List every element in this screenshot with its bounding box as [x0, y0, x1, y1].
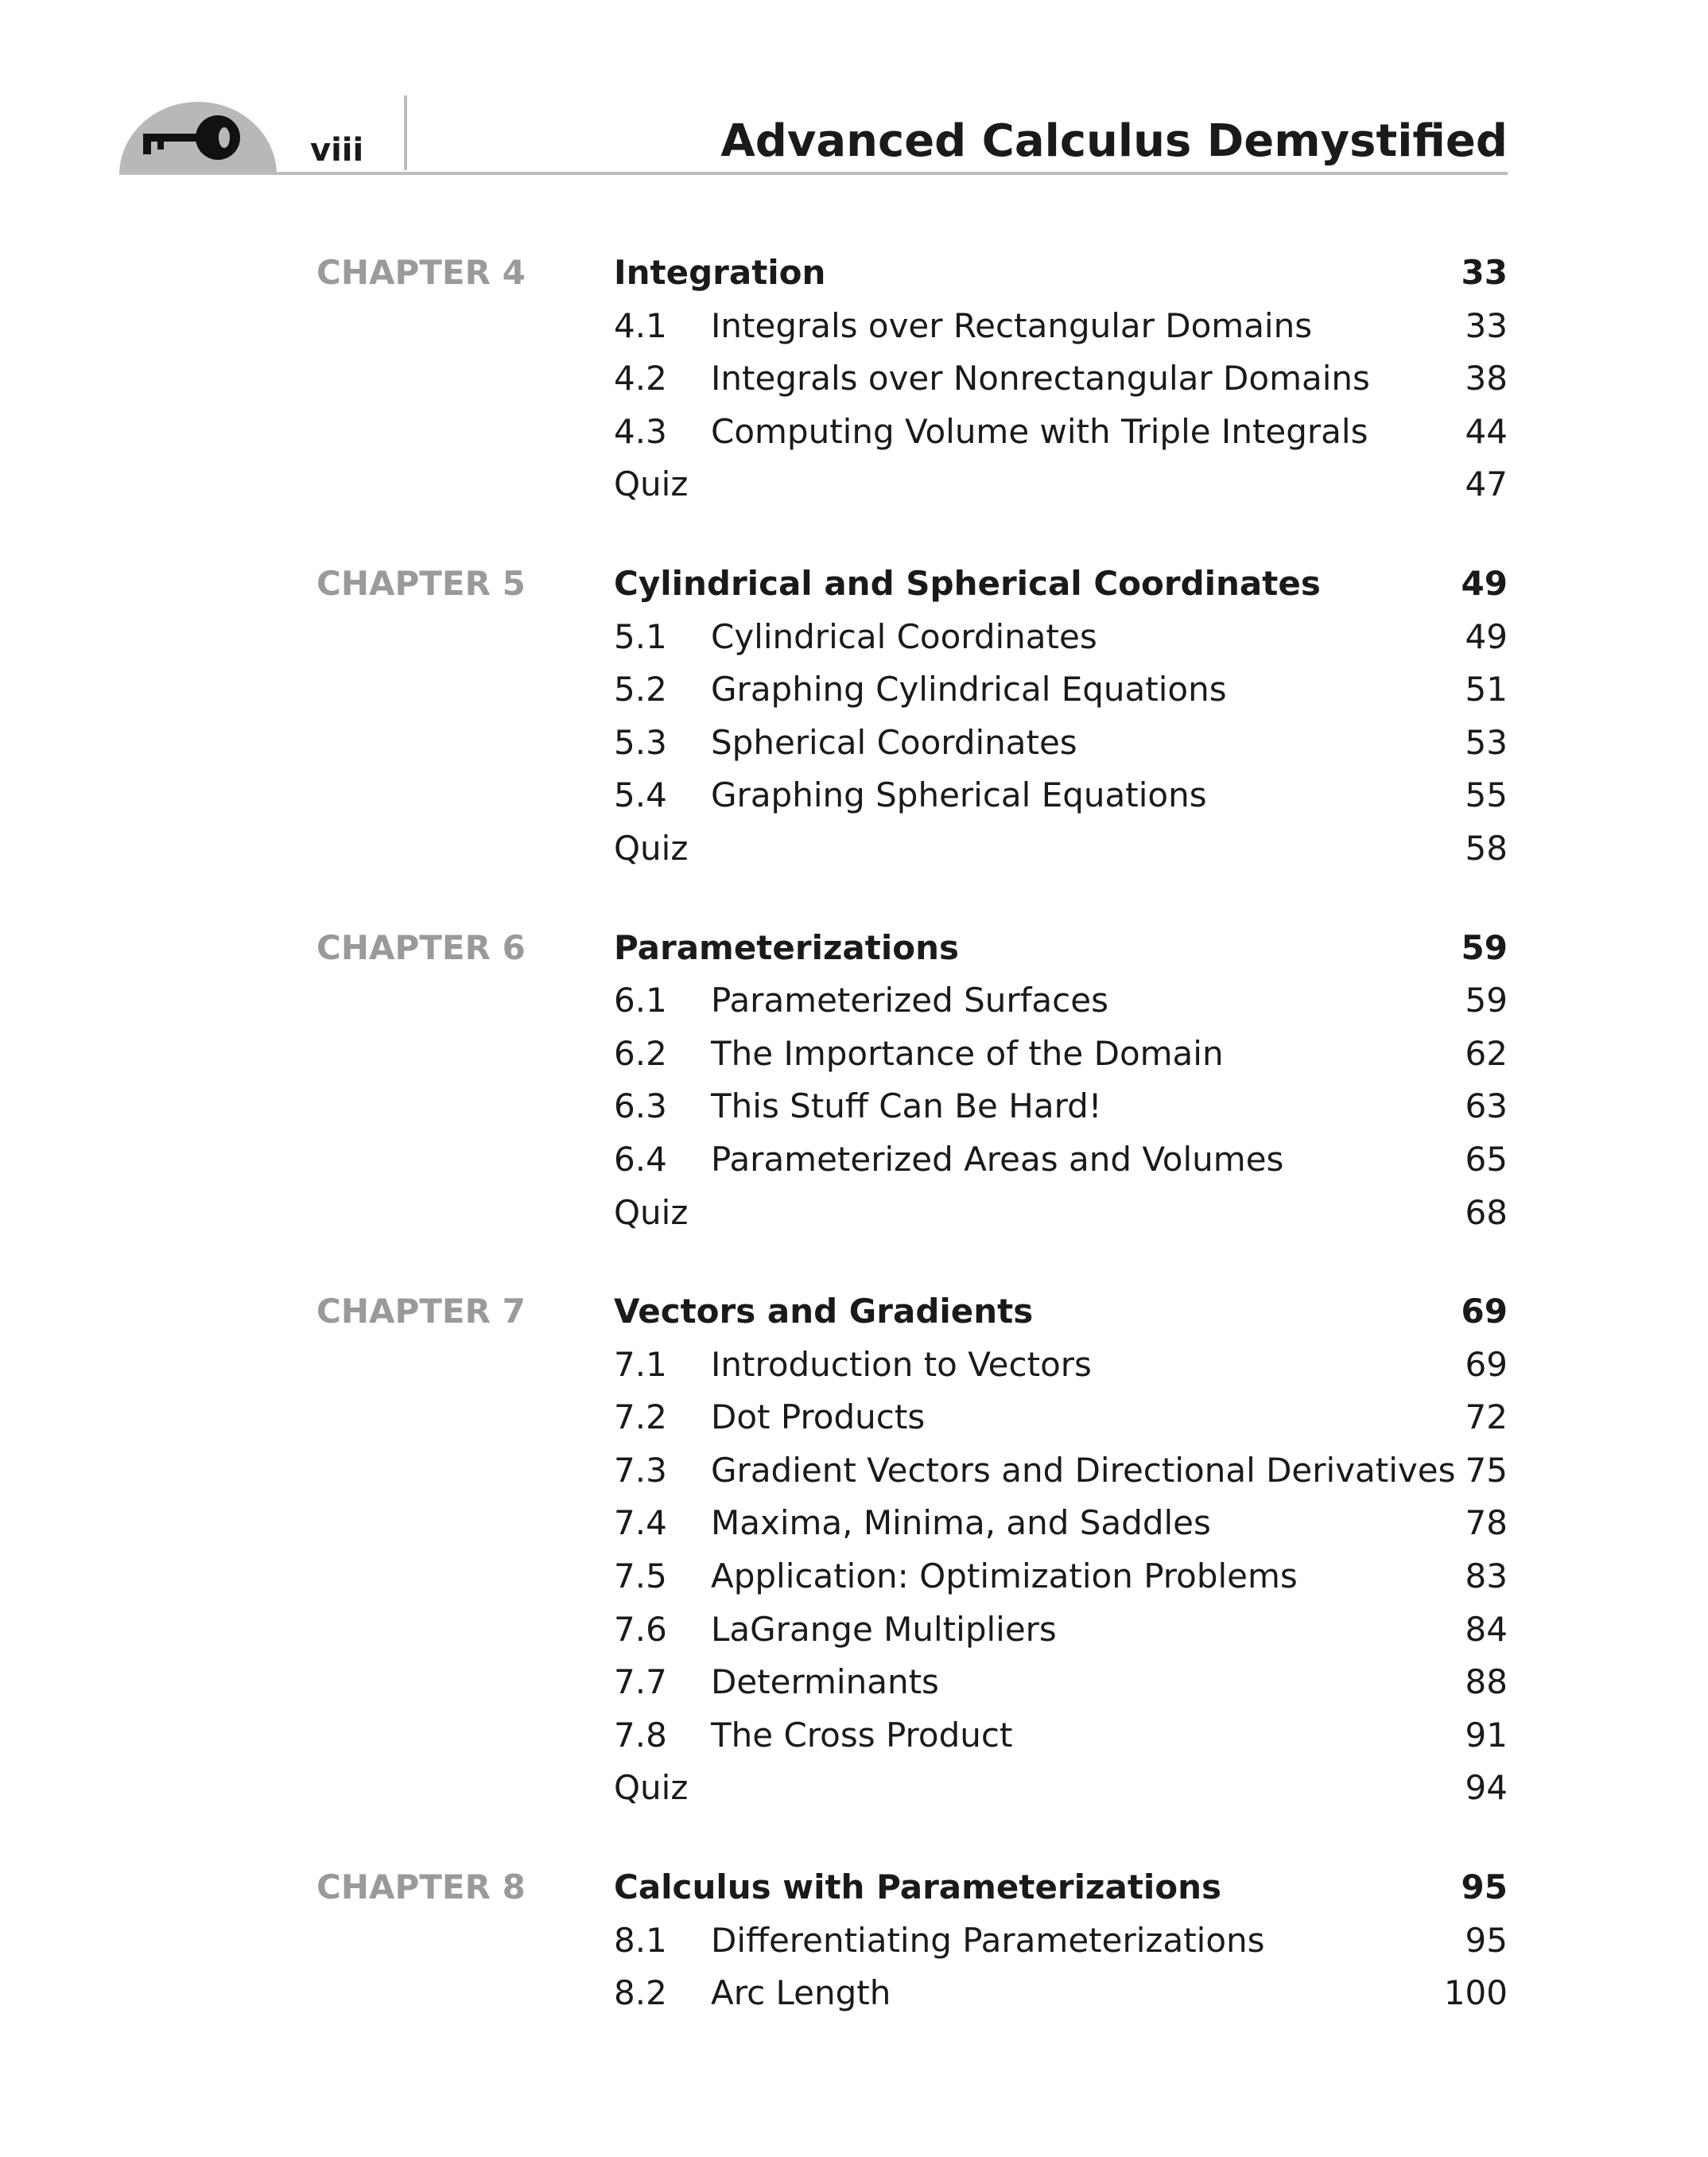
section-title: Introduction to Vectors — [711, 1344, 1092, 1384]
section-page: 49 — [1465, 616, 1508, 656]
key-icon — [119, 97, 277, 175]
section-title: Graphing Spherical Equations — [711, 775, 1207, 815]
chapter-row — [316, 1285, 1508, 1339]
chapter-page: 33 — [1461, 253, 1508, 292]
section-number: 7.2 — [614, 1397, 667, 1437]
chapter-row — [316, 558, 1508, 611]
chapter-row — [316, 247, 1508, 300]
section-number: 7.6 — [614, 1609, 667, 1649]
page-number: viii — [310, 132, 364, 169]
section-row — [316, 974, 1508, 1028]
quiz-label: Quiz — [614, 464, 689, 504]
section-number: 7.8 — [614, 1715, 667, 1755]
section-row — [316, 1080, 1508, 1133]
section-number: 6.3 — [614, 1086, 667, 1126]
chapter-label: CHAPTER 6 — [316, 927, 526, 967]
chapter-block — [316, 922, 1508, 1240]
section-number: 6.2 — [614, 1033, 667, 1073]
chapter-title: Vectors and Gradients — [614, 1292, 1034, 1331]
section-title: Computing Volume with Triple Integrals — [711, 411, 1368, 451]
section-page: 84 — [1465, 1609, 1508, 1649]
quiz-page: 58 — [1465, 828, 1508, 868]
quiz-row — [316, 822, 1508, 876]
chapter-block — [316, 558, 1508, 876]
section-number: 8.2 — [614, 1973, 667, 2013]
section-row — [316, 611, 1508, 664]
section-page: 83 — [1465, 1557, 1508, 1596]
chapter-title: Integration — [614, 253, 826, 292]
section-page: 53 — [1465, 722, 1508, 762]
section-row — [316, 1339, 1508, 1392]
chapter-block — [316, 1285, 1508, 1815]
section-page: 100 — [1443, 1973, 1508, 2013]
section-number: 7.5 — [614, 1557, 667, 1596]
section-number: 4.1 — [614, 305, 667, 345]
section-page: 59 — [1465, 981, 1508, 1020]
chapter-row — [316, 1861, 1508, 1914]
section-row — [316, 1914, 1508, 1968]
section-title: Parameterized Surfaces — [711, 981, 1108, 1020]
book-title: Advanced Calculus Demystified — [720, 115, 1508, 167]
chapter-label: CHAPTER 5 — [316, 563, 526, 603]
section-title: Arc Length — [711, 1973, 891, 2013]
section-row — [316, 717, 1508, 770]
section-page: 55 — [1465, 775, 1508, 815]
chapter-page: 59 — [1461, 927, 1508, 967]
section-row — [316, 1656, 1508, 1709]
section-page: 33 — [1465, 305, 1508, 345]
chapter-title: Parameterizations — [614, 927, 959, 967]
chapter-block — [316, 247, 1508, 511]
table-of-contents — [316, 247, 1508, 2066]
section-row — [316, 663, 1508, 717]
section-title: Differentiating Parameterizations — [711, 1920, 1265, 1960]
section-row — [316, 1444, 1508, 1498]
quiz-page: 47 — [1465, 464, 1508, 504]
section-title: Maxima, Minima, and Saddles — [711, 1503, 1211, 1543]
section-row — [316, 406, 1508, 459]
section-row — [316, 300, 1508, 353]
section-title: Cylindrical Coordinates — [711, 616, 1097, 656]
section-row — [316, 1550, 1508, 1603]
chapter-label: CHAPTER 4 — [316, 253, 526, 292]
section-title: Application: Optimization Problems — [711, 1557, 1298, 1596]
section-row — [316, 1603, 1508, 1657]
section-page: 62 — [1465, 1033, 1508, 1073]
chapter-title: Calculus with Parameterizations — [614, 1867, 1222, 1907]
section-title: Gradient Vectors and Directional Derivatives — [711, 1450, 1456, 1490]
section-page: 65 — [1465, 1139, 1508, 1179]
quiz-label: Quiz — [614, 1768, 689, 1808]
section-title: Parameterized Areas and Volumes — [711, 1139, 1284, 1179]
section-number: 7.7 — [614, 1662, 667, 1702]
section-number: 4.2 — [614, 359, 667, 398]
quiz-page: 68 — [1465, 1192, 1508, 1232]
section-row — [316, 1967, 1508, 2020]
section-page: 75 — [1465, 1450, 1508, 1490]
section-page: 51 — [1465, 670, 1508, 709]
section-page: 63 — [1465, 1086, 1508, 1126]
section-number: 4.3 — [614, 411, 667, 451]
section-number: 5.1 — [614, 616, 667, 656]
section-title: Integrals over Rectangular Domains — [711, 305, 1313, 345]
quiz-page: 94 — [1465, 1768, 1508, 1808]
quiz-row — [316, 458, 1508, 511]
section-page: 69 — [1465, 1344, 1508, 1384]
section-row — [316, 769, 1508, 822]
chapter-label: CHAPTER 8 — [316, 1867, 526, 1907]
section-title: Integrals over Nonrectangular Domains — [711, 359, 1370, 398]
section-title: The Cross Product — [711, 1715, 1013, 1755]
section-row — [316, 1028, 1508, 1081]
section-title: This Stuff Can Be Hard! — [711, 1086, 1102, 1126]
section-page: 95 — [1465, 1920, 1508, 1960]
section-row — [316, 1709, 1508, 1763]
header-divider — [404, 95, 407, 170]
section-page: 88 — [1465, 1662, 1508, 1702]
section-number: 5.4 — [614, 775, 667, 815]
section-number: 7.4 — [614, 1503, 667, 1543]
section-number: 5.2 — [614, 670, 667, 709]
section-title: The Importance of the Domain — [711, 1033, 1224, 1073]
chapter-row — [316, 922, 1508, 975]
chapter-page: 69 — [1461, 1292, 1508, 1331]
quiz-row — [316, 1187, 1508, 1240]
section-number: 6.4 — [614, 1139, 667, 1179]
quiz-label: Quiz — [614, 828, 689, 868]
section-page: 72 — [1465, 1397, 1508, 1437]
section-page: 44 — [1465, 411, 1508, 451]
section-page: 78 — [1465, 1503, 1508, 1543]
section-row — [316, 1391, 1508, 1444]
section-page: 38 — [1465, 359, 1508, 398]
section-page: 91 — [1465, 1715, 1508, 1755]
chapter-label: CHAPTER 7 — [316, 1292, 526, 1331]
section-number: 8.1 — [614, 1920, 667, 1960]
section-number: 7.1 — [614, 1344, 667, 1384]
section-number: 5.3 — [614, 722, 667, 762]
section-title: Determinants — [711, 1662, 939, 1702]
header-rule — [119, 172, 1508, 175]
section-row — [316, 352, 1508, 406]
chapter-block — [316, 1861, 1508, 2020]
section-title: Graphing Cylindrical Equations — [711, 670, 1227, 709]
section-row — [316, 1497, 1508, 1550]
section-title: LaGrange Multipliers — [711, 1609, 1057, 1649]
chapter-page: 49 — [1461, 563, 1508, 603]
section-title: Dot Products — [711, 1397, 926, 1437]
section-row — [316, 1133, 1508, 1187]
quiz-label: Quiz — [614, 1192, 689, 1232]
section-number: 7.3 — [614, 1450, 667, 1490]
chapter-page: 95 — [1461, 1867, 1508, 1907]
page-header — [119, 87, 1508, 175]
section-number: 6.1 — [614, 981, 667, 1020]
section-title: Spherical Coordinates — [711, 722, 1077, 762]
chapter-title: Cylindrical and Spherical Coordinates — [614, 563, 1321, 603]
quiz-row — [316, 1762, 1508, 1815]
